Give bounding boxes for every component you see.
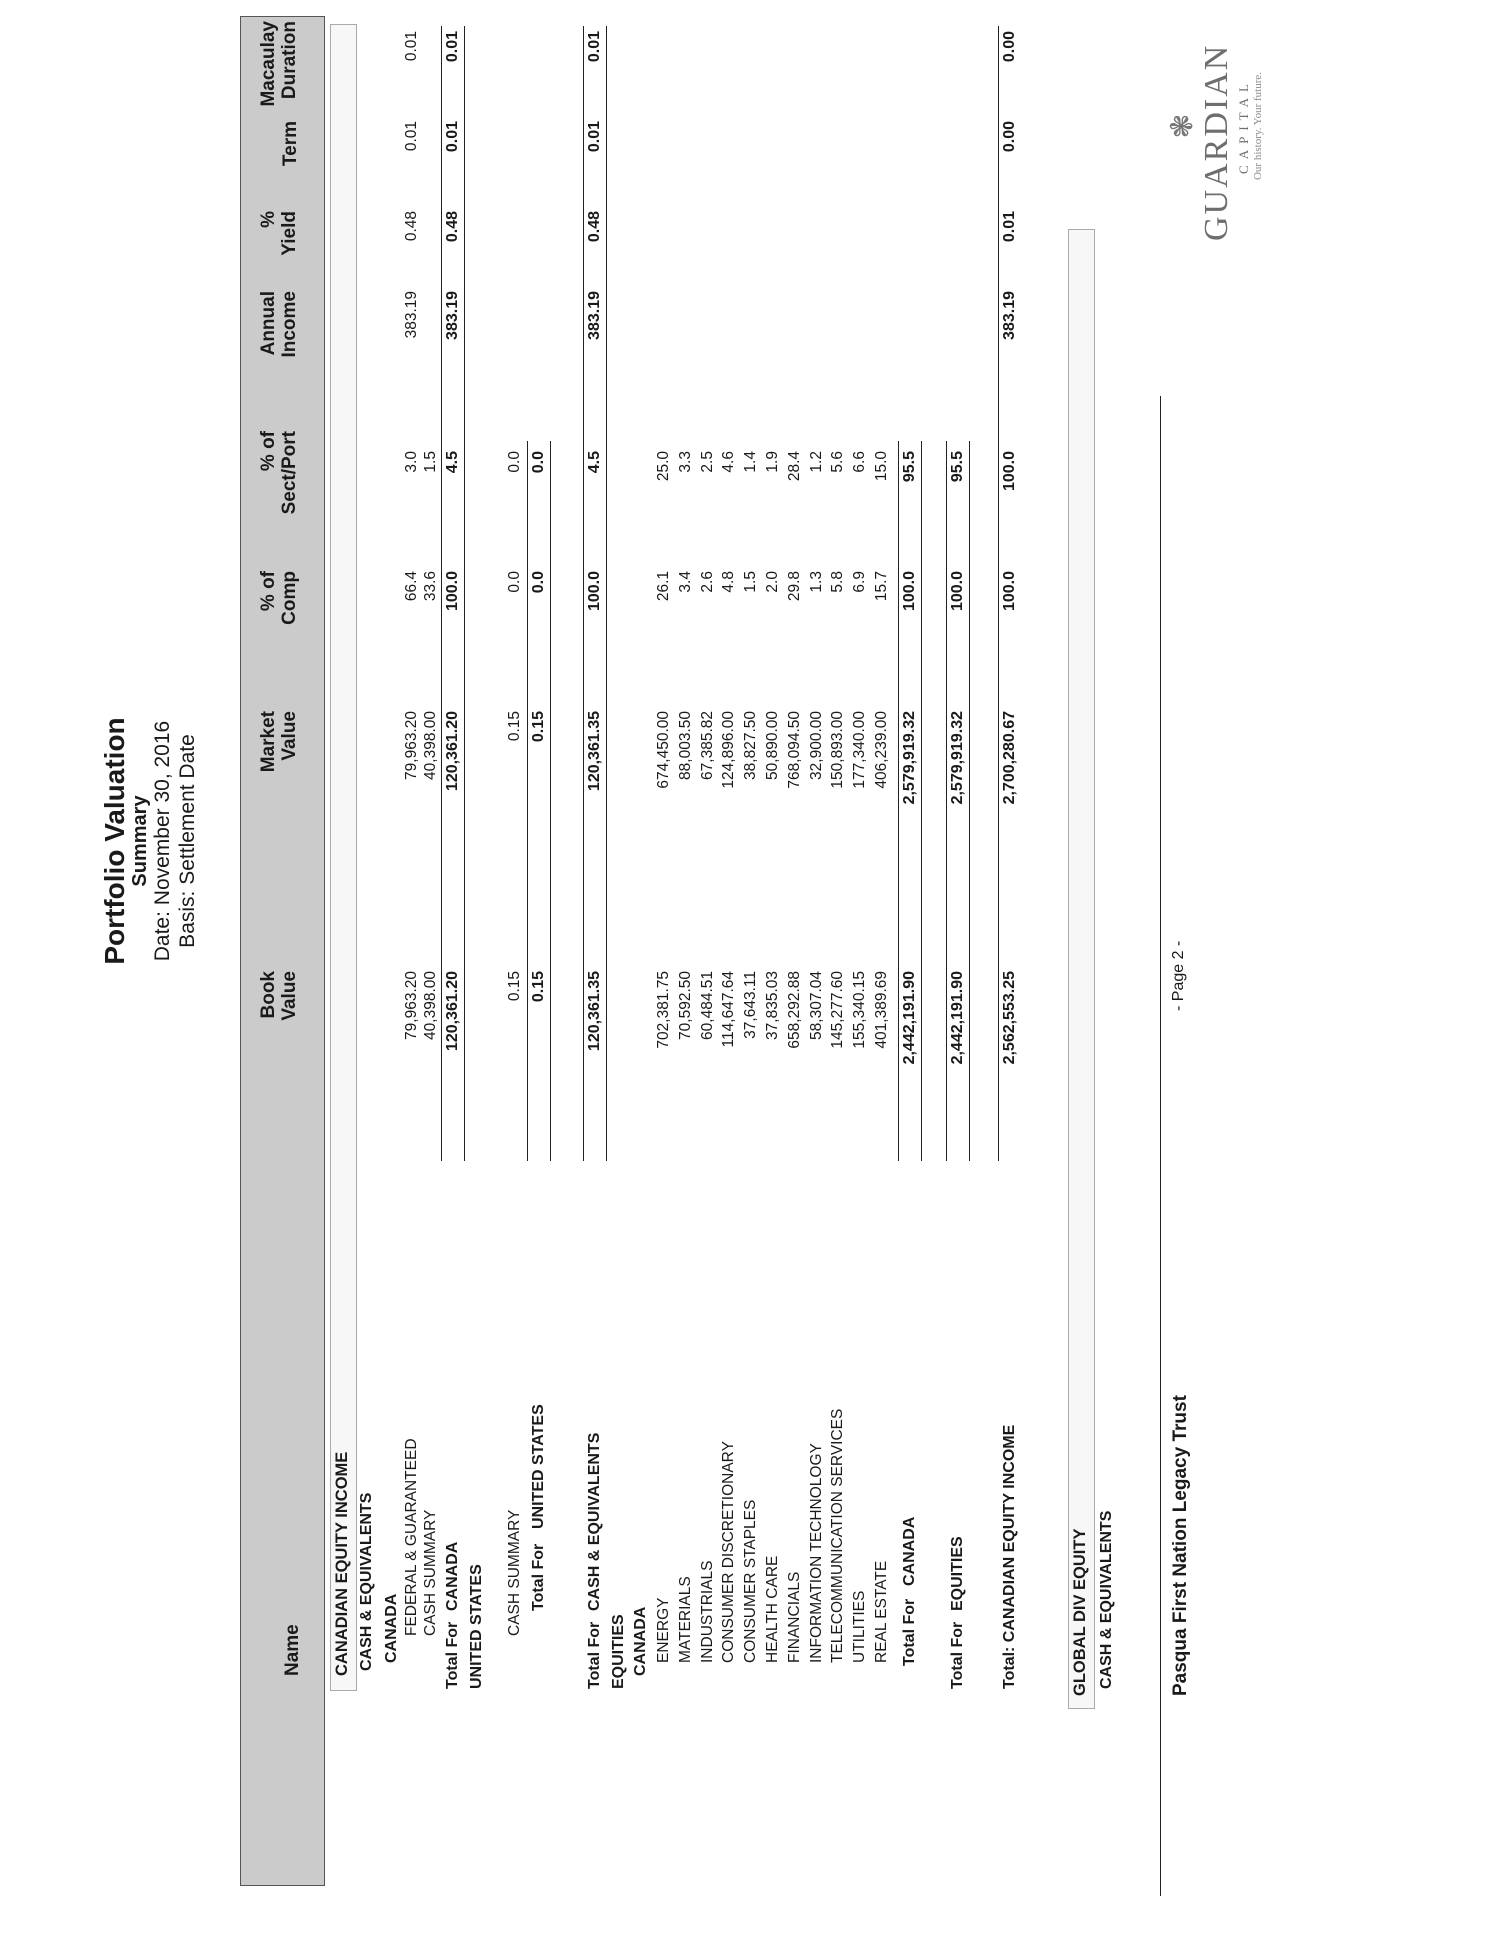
cell-market: 768,094.50 — [785, 711, 803, 789]
total-prefix: Total For — [530, 1543, 547, 1611]
sector-label: MATERIALS — [676, 1576, 694, 1663]
cell-book: 0.15 — [530, 971, 547, 1003]
cell-market: 120,361.20 — [444, 711, 461, 792]
col-header-sect-line1: % of — [258, 431, 279, 472]
griffin-icon: ❃ — [1166, 113, 1199, 139]
col-header-sect-line2: Sect/Port — [279, 431, 300, 515]
sector-label: CONSUMER STAPLES — [742, 1499, 760, 1663]
total-prefix: Total For — [949, 1621, 966, 1689]
cell-duration: 0.01 — [403, 31, 420, 62]
col-header-market-line1: Market — [258, 711, 279, 773]
cell-market: 79,963.20 — [403, 711, 420, 780]
client-name: Pasqua First Nation Legacy Trust — [1170, 1395, 1191, 1696]
row-label: CASH SUMMARY — [506, 1509, 523, 1636]
cell-yield: 0.01 — [1001, 211, 1018, 243]
subtotal-underline — [969, 441, 970, 1161]
cell-comp: 3.4 — [676, 571, 694, 593]
total-prefix: Total For — [586, 1621, 603, 1689]
cell-book: 58,307.04 — [807, 971, 825, 1040]
cell-sect: 15.0 — [873, 451, 890, 482]
cell-market: 124,896.00 — [720, 711, 738, 789]
col-header-market-value — [258, 711, 300, 831]
subtotal-underline — [550, 441, 551, 1161]
cell-market: 38,827.50 — [742, 711, 760, 780]
cell-sect: 1.4 — [742, 451, 760, 473]
cell-book: 2,562,553.25 — [1001, 971, 1018, 1065]
cell-market: 40,398.00 — [422, 711, 439, 780]
cell-sect: 95.5 — [901, 451, 918, 483]
section-band-canadian-equity-income — [330, 24, 357, 1691]
cell-income: 383.19 — [1001, 291, 1018, 340]
cell-market: 0.15 — [506, 711, 523, 742]
cell-comp: 2.6 — [698, 571, 716, 593]
cell-yield: 0.48 — [586, 211, 603, 243]
cell-book: 2,442,191.90 — [901, 971, 918, 1065]
col-header-income-line2: Income — [279, 291, 300, 358]
col-header-pct-sect — [258, 431, 300, 551]
sector-label: TELECOMMUNICATION SERVICES — [829, 1408, 847, 1663]
section-band-global-div-equity — [1068, 229, 1095, 1709]
cell-sect: 3.0 — [403, 451, 420, 473]
report-date: Date: November 30, 2016 — [151, 720, 174, 962]
cell-comp: 100.0 — [901, 571, 918, 612]
cell-term: 0.00 — [1001, 121, 1018, 153]
page-number: - Page 2 - — [1170, 940, 1187, 1011]
cell-market: 50,890.00 — [764, 711, 781, 780]
logo-name: GUARDIAN — [1198, 43, 1235, 241]
cell-market: 2,579,919.32 — [901, 711, 918, 805]
col-header-yield-line2: Yield — [279, 211, 300, 256]
section-canadian-equity-income: CANADIAN EQUITY INCOME — [333, 1451, 351, 1676]
subsection-equities: EQUITIES — [610, 1614, 627, 1689]
col-header-book-line1: Book — [258, 971, 279, 1019]
cell-duration: 0.00 — [1001, 31, 1018, 63]
sector-label: INDUSTRIALS — [698, 1560, 716, 1663]
subtotal-rule — [946, 441, 947, 1161]
total-label: CASH & EQUIVALENTS — [586, 1432, 603, 1611]
cell-comp: 1.3 — [807, 571, 825, 593]
cell-market: 177,340.00 — [851, 711, 869, 789]
cell-market: 67,385.82 — [698, 711, 716, 780]
cell-comp: 4.8 — [720, 571, 738, 593]
cell-term: 0.01 — [403, 121, 420, 152]
report-title: Portfolio Valuation — [99, 717, 130, 965]
cell-sect: 2.5 — [698, 451, 716, 473]
subsection-canada: CANADA — [383, 1593, 400, 1663]
cell-sect: 1.5 — [422, 451, 439, 473]
sector-label: REAL ESTATE — [873, 1560, 890, 1663]
subtotal-rule — [583, 26, 584, 1161]
cell-comp: 26.1 — [655, 571, 672, 602]
logo-tagline: Our history. Your future. — [1252, 71, 1264, 181]
cell-sect: 4.5 — [586, 451, 603, 474]
cell-book: 145,277.60 — [829, 971, 847, 1049]
subtotal-underline — [464, 26, 465, 1161]
cell-comp: 100.0 — [1001, 571, 1018, 612]
cell-market: 0.15 — [530, 711, 547, 743]
cell-sect: 6.6 — [851, 451, 869, 473]
cell-duration: 0.01 — [586, 31, 603, 63]
cell-market: 2,579,919.32 — [949, 711, 966, 805]
cell-sect: 1.9 — [764, 451, 781, 473]
subsection-united-states: UNITED STATES — [468, 1564, 485, 1689]
total-label: CANADA — [901, 1516, 918, 1586]
col-header-annual-income — [258, 291, 300, 411]
logo-sub: CAPITAL — [1236, 78, 1251, 174]
cell-book: 37,835.03 — [764, 971, 781, 1040]
cell-market: 2,700,280.67 — [1001, 711, 1018, 805]
subtotal-underline — [606, 26, 607, 1161]
cell-book: 702,381.75 — [655, 971, 672, 1049]
cell-comp: 0.0 — [506, 571, 523, 593]
cell-sect: 4.5 — [444, 451, 461, 474]
subsection-canada-equities: CANADA — [632, 1606, 649, 1676]
cell-sect: 100.0 — [1001, 451, 1018, 492]
subtotal-underline — [921, 441, 922, 1161]
cell-duration: 0.01 — [444, 31, 461, 63]
col-header-comp-line1: % of — [258, 571, 279, 612]
col-header-term: Term — [280, 121, 301, 167]
footer-rule — [1160, 396, 1161, 1896]
cell-comp: 100.0 — [586, 571, 603, 612]
col-header-name: Name — [282, 1624, 303, 1676]
cell-yield: 0.48 — [444, 211, 461, 243]
cell-sect: 4.6 — [720, 451, 738, 473]
subsection-global-cash-equivalents: CASH & EQUIVALENTS — [1098, 1510, 1115, 1689]
sector-label: FINANCIALS — [785, 1571, 803, 1663]
total-prefix: Total For — [901, 1598, 918, 1666]
cell-comp: 66.4 — [403, 571, 420, 602]
cell-comp: 29.8 — [785, 571, 803, 602]
cell-comp: 5.8 — [829, 571, 847, 593]
col-header-duration-line1: Macaulay — [258, 21, 279, 107]
cell-income: 383.19 — [444, 291, 461, 340]
subtotal-rule — [441, 26, 442, 1161]
cell-market: 120,361.35 — [586, 711, 603, 792]
cell-book: 401,389.69 — [873, 971, 890, 1049]
report-title-block — [100, 541, 200, 1141]
total-label: EQUITIES — [949, 1536, 966, 1611]
cell-sect: 1.2 — [807, 451, 825, 473]
cell-book: 120,361.20 — [444, 971, 461, 1052]
cell-comp: 1.5 — [742, 571, 760, 593]
total-label: CANADA — [444, 1541, 461, 1611]
col-header-pct-comp — [258, 571, 300, 651]
cell-book: 60,484.51 — [698, 971, 716, 1040]
col-header-income-line1: Annual — [258, 291, 279, 356]
cell-sect: 5.6 — [829, 451, 847, 473]
total-prefix: Total For — [444, 1621, 461, 1689]
cell-sect: 0.0 — [530, 451, 547, 474]
grand-total-label: Total: CANADIAN EQUITY INCOME — [1001, 1424, 1018, 1689]
cell-book: 658,292.88 — [785, 971, 803, 1049]
subtotal-rule — [898, 441, 899, 1161]
col-header-book-line2: Value — [279, 971, 300, 1021]
cell-comp: 33.6 — [422, 571, 439, 602]
cell-book: 2,442,191.90 — [949, 971, 966, 1065]
cell-market: 150,893.00 — [829, 711, 847, 789]
col-header-duration-line2: Duration — [279, 21, 300, 100]
col-header-pct-yield — [258, 211, 300, 291]
cell-book: 37,643.11 — [742, 971, 760, 1039]
cell-income: 383.19 — [403, 291, 420, 339]
cell-income: 383.19 — [586, 291, 603, 340]
cell-comp: 2.0 — [764, 571, 781, 593]
cell-yield: 0.48 — [403, 211, 420, 242]
sector-label: HEALTH CARE — [764, 1555, 781, 1663]
sector-label: UTILITIES — [851, 1590, 869, 1663]
col-header-yield-line1: % — [258, 211, 279, 228]
cell-comp: 0.0 — [530, 571, 547, 594]
cell-book: 155,340.15 — [851, 971, 869, 1049]
cell-market: 88,003.50 — [676, 711, 694, 780]
report-basis: Basis: Settlement Date — [176, 734, 199, 948]
cell-comp: 100.0 — [444, 571, 461, 612]
cell-book: 40,398.00 — [422, 971, 439, 1040]
sector-label: INFORMATION TECHNOLOGY — [807, 1443, 825, 1663]
cell-book: 120,361.35 — [586, 971, 603, 1052]
cell-sect: 95.5 — [949, 451, 966, 483]
cell-book: 79,963.20 — [403, 971, 420, 1040]
section-global-div-equity: GLOBAL DIV EQUITY — [1071, 1528, 1089, 1696]
cell-sect: 25.0 — [655, 451, 672, 482]
col-header-comp-line2: Comp — [279, 571, 300, 625]
cell-market: 674,450.00 — [655, 711, 672, 789]
row-label: FEDERAL & GUARANTEED — [403, 1438, 420, 1636]
cell-term: 0.01 — [444, 121, 461, 153]
grand-total-rule — [998, 26, 999, 1161]
cell-book: 70,592.50 — [676, 971, 694, 1040]
report-subtitle: Summary — [129, 795, 151, 887]
col-header-market-line2: Value — [279, 711, 300, 761]
subtotal-rule — [527, 441, 528, 1161]
subsection-cash-equivalents: CASH & EQUIVALENTS — [358, 1492, 375, 1671]
sector-label: ENERGY — [655, 1597, 672, 1663]
cell-book: 0.15 — [506, 971, 523, 1002]
cell-book: 114,647.64 — [720, 971, 738, 1048]
col-header-book-value — [258, 971, 300, 1091]
total-label: UNITED STATES — [530, 1404, 547, 1529]
cell-sect: 0.0 — [506, 451, 523, 473]
cell-sect: 3.3 — [676, 451, 694, 473]
col-header-duration — [258, 21, 300, 141]
cell-sect: 28.4 — [785, 451, 803, 482]
cell-comp: 100.0 — [949, 571, 966, 612]
cell-market: 406,239.00 — [873, 711, 890, 789]
cell-comp: 6.9 — [851, 571, 869, 593]
guardian-capital-logo — [1168, 11, 1264, 241]
cell-comp: 15.7 — [873, 571, 890, 602]
row-label: CASH SUMMARY — [422, 1509, 439, 1636]
cell-term: 0.01 — [586, 121, 603, 153]
cell-market: 32,900.00 — [807, 711, 825, 780]
sector-label: CONSUMER DISCRETIONARY — [720, 1441, 738, 1663]
